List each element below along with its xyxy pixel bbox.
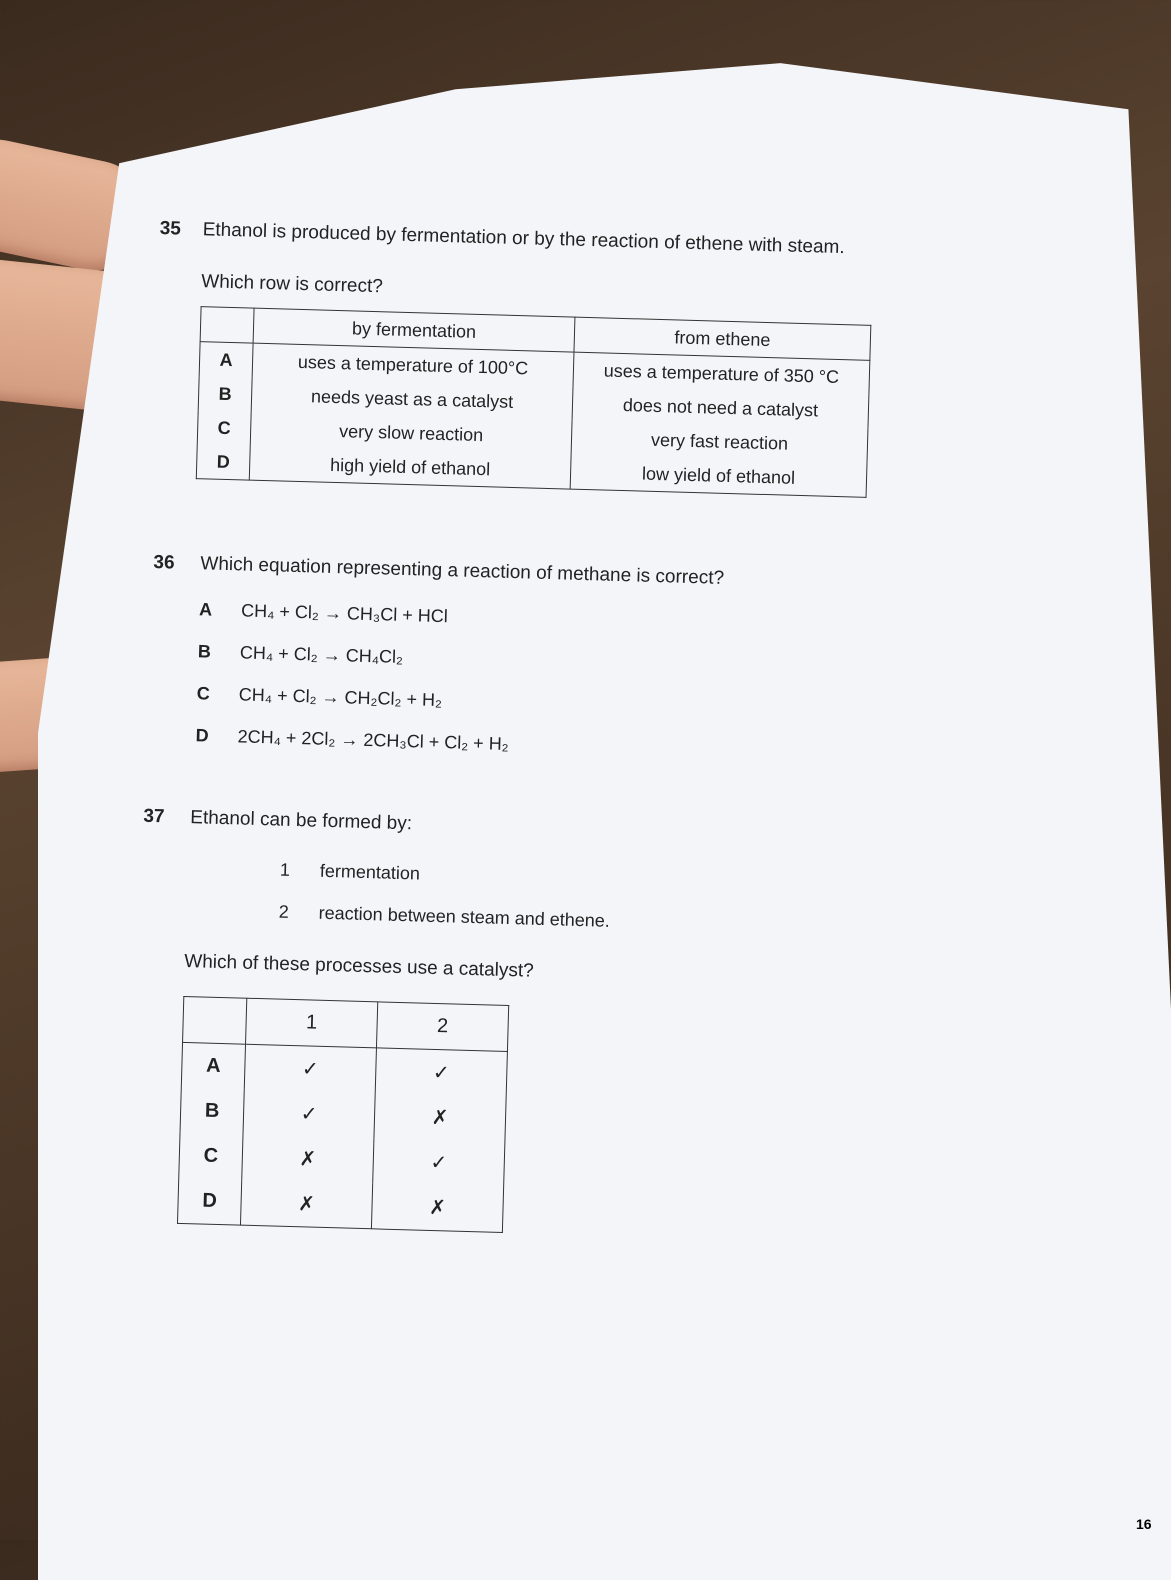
q35-row-fermentation: very slow reaction [250, 412, 572, 455]
q35-header-fermentation: by fermentation [253, 308, 575, 352]
q36-option-equation: CH₄ + Cl₂ → CH₃Cl + HCl [240, 600, 449, 627]
q36-option [195, 725, 509, 755]
q37-row-letter: D [177, 1178, 241, 1225]
q35-table [196, 306, 872, 498]
q37-cell-process-1: ✗ [240, 1180, 372, 1229]
q35-header-ethene: from ethene [574, 317, 871, 360]
q36-option-letter: C [196, 683, 211, 704]
q35-row-fermentation: uses a temperature of 100°C [252, 343, 574, 386]
q37-prompt: Which of these processes use a catalyst? [184, 950, 535, 982]
q36-number: 36 [153, 551, 175, 574]
q37-number: 37 [143, 805, 165, 828]
q36-option [199, 599, 448, 627]
q36-option-equation: CH₄ + Cl₂ → CH₂Cl₂ + H₂ [238, 684, 443, 711]
q36-option [196, 683, 442, 711]
q37-header-blank [183, 996, 247, 1044]
q35-row-letter: D [196, 444, 250, 480]
q37-header-process-2: 2 [376, 1002, 508, 1052]
q35-row-ethene: uses a temperature of 350 °C [573, 352, 870, 395]
q37-text: Ethanol can be formed by: [190, 807, 413, 835]
q36-option-letter: A [198, 599, 213, 620]
q35-prompt: Which row is correct? [201, 271, 384, 298]
q37-row-letter: A [181, 1042, 245, 1089]
q37-row-letter: B [180, 1088, 244, 1135]
q35-row-ethene: does not need a catalyst [572, 387, 869, 429]
q36-option-equation: 2CH₄ + 2Cl₂ → 2CH₃Cl + Cl₂ + H₂ [237, 726, 510, 754]
q35-row-letter: A [199, 342, 253, 378]
q35-row-fermentation: high yield of ethanol [249, 446, 571, 489]
q37-header-process-1: 1 [246, 998, 378, 1048]
q35-row-ethene: very fast reaction [571, 421, 868, 463]
q35-text: Ethanol is produced by fermentation or by the reaction of ethene with steam. [202, 219, 845, 259]
q37-cell-process-1: ✗ [242, 1135, 374, 1184]
q37-item-text: reaction between steam and ethene. [318, 902, 611, 931]
q37-item-text: fermentation [319, 860, 421, 884]
q37-cell-process-2: ✗ [371, 1183, 503, 1232]
q37-cell-process-2: ✓ [373, 1138, 505, 1187]
q37-cell-process-1: ✓ [243, 1090, 375, 1139]
q37-cell-process-2: ✓ [375, 1048, 507, 1097]
q36-option-equation: CH₄ + Cl₂ → CH₄Cl₂ [239, 642, 404, 667]
q37-row-letter: C [179, 1133, 243, 1180]
q37-table [177, 996, 509, 1233]
q35-row-ethene: low yield of ethanol [570, 455, 867, 498]
q35-row-letter: B [198, 376, 252, 411]
q36-option-letter: D [195, 725, 209, 746]
page-number: 16 [1136, 1516, 1152, 1532]
q35-number: 35 [159, 218, 182, 240]
q35-header-blank [200, 307, 254, 343]
q36-text: Which equation representing a reaction of methane is correct? [200, 553, 725, 589]
q35-row-letter: C [197, 410, 251, 445]
q35-row-fermentation: needs yeast as a catalyst [251, 378, 573, 421]
q37-cell-process-2: ✗ [374, 1093, 506, 1142]
q37-item-number: 1 [279, 859, 291, 880]
q37-item-number: 2 [278, 901, 290, 922]
q37-cell-process-1: ✓ [244, 1044, 376, 1093]
q36-option [198, 641, 404, 668]
q36-option-letter: B [197, 641, 212, 662]
